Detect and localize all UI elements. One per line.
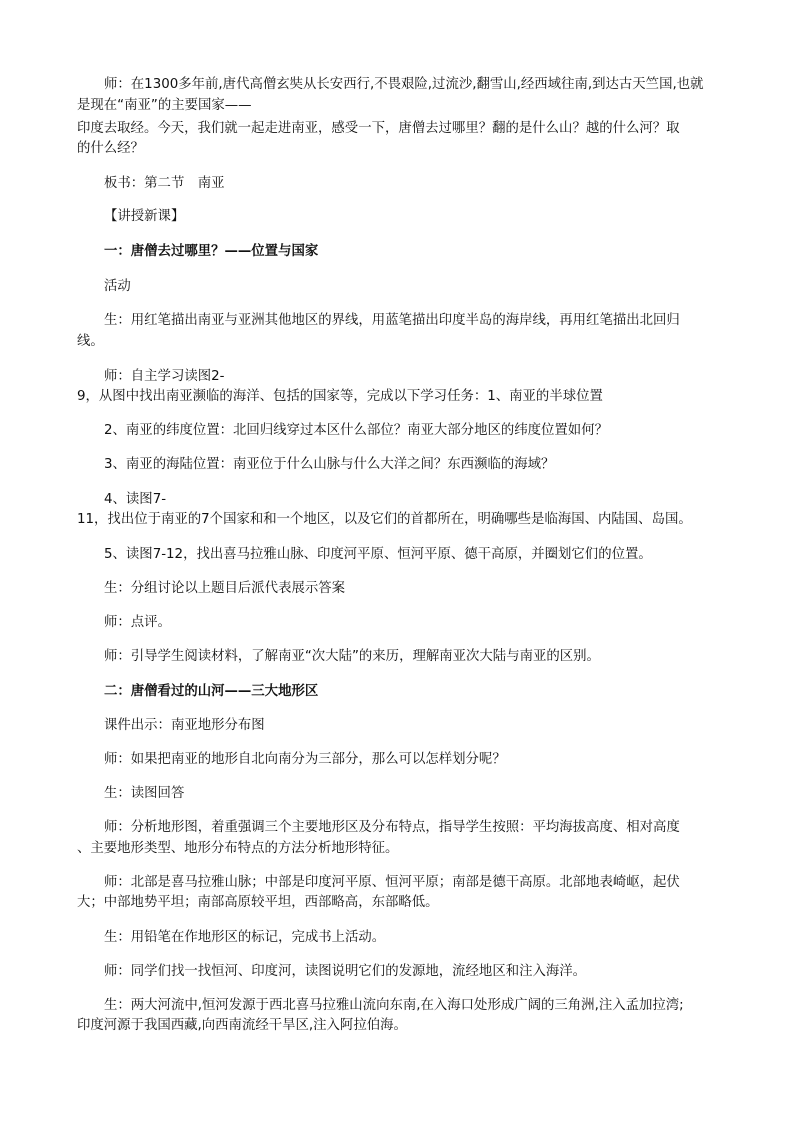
- paragraph-line: 3、南亚的海陆位置：南亚位于什么山脉与什么大洋之间？东西濒临的海域？: [104, 457, 555, 472]
- paragraph-line: 师：点评。: [104, 615, 171, 630]
- paragraph-line: 4、读图7-: [104, 492, 167, 507]
- paragraph-line: 印度河源于我国西藏,向西南流经干旱区,注入阿拉伯海。: [77, 1018, 407, 1033]
- paragraph-line: 大；中部地势平坦；南部高原较平坦，西部略高，东部略低。: [77, 895, 439, 910]
- paragraph-line: 生：用红笔描出南亚与亚洲其他地区的界线，用蓝笔描出印度半岛的海岸线，再用红笔描出北回归: [104, 313, 680, 328]
- paragraph-line: 5、读图7-12，找出喜马拉雅山脉、印度河平原、恒河平原、德干高原，并圈划它们的位置。: [104, 547, 652, 562]
- paragraph-line: 生：两大河流中,恒河发源于西北喜马拉雅山流向东南,在入海口处形成广阔的三角洲,注入孟加拉湾;: [104, 998, 684, 1013]
- paragraph-line: 11，找出位于南亚的7个国家和和一个地区，以及它们的首都所在，明确哪些是临海国、内陆国、岛国。: [77, 512, 692, 527]
- paragraph-line: 2、南亚的纬度位置：北回归线穿过本区什么部位？南亚大部分地区的纬度位置如何？: [104, 423, 608, 438]
- paragraph-line: 、主要地形类型、地形分布特点的方法分析地形特征。: [77, 841, 399, 856]
- paragraph-line: 师：自主学习读图2-: [104, 369, 225, 384]
- paragraph-line: 师：引导学生阅读材料，了解南亚“次大陆”的来历，理解南亚次大陆与南亚的区别。: [104, 649, 600, 664]
- paragraph-line: 活动: [104, 279, 131, 294]
- paragraph-line: 师：同学们找一找恒河、印度河，读图说明它们的发源地，流经地区和注入海洋。: [104, 964, 587, 979]
- paragraph-line: 师：分析地形图，着重强调三个主要地形区及分布特点，指导学生按照：平均海拔高度、相对高度: [104, 820, 680, 835]
- board-title: 板书：第二节 南亚: [104, 176, 225, 191]
- paragraph-line: 课件出示：南亚地形分布图: [104, 718, 265, 733]
- paragraph-line: 印度去取经。今天，我们就一起走进南亚，感受一下，唐僧去过哪里？翻的是什么山？越的什么河？取: [77, 121, 680, 136]
- paragraph-line: 生：读图回答: [104, 786, 185, 801]
- section-heading: 一：唐僧去过哪里？——位置与国家: [104, 244, 319, 259]
- paragraph-line: 的什么经？: [77, 141, 144, 156]
- paragraph-line: 生：用铅笔在作地形区的标记，完成书上活动。: [104, 930, 386, 945]
- section-heading: 二：唐僧看过的山河——三大地形区: [104, 684, 319, 699]
- paragraph-line: 师：如果把南亚的地形自北向南分为三部分，那么可以怎样划分呢？: [104, 752, 506, 767]
- section-label: 【讲授新课】: [104, 209, 185, 224]
- paragraph-line: 是现在“南亚”的主要国家——: [77, 98, 252, 113]
- paragraph-line: 师：北部是喜马拉雅山脉；中部是印度河平原、恒河平原；南部是德干高原。北部地表崎岖，起伏: [104, 875, 680, 890]
- paragraph-line: 生：分组讨论以上题目后派代表展示答案: [104, 581, 346, 596]
- paragraph-line: 线。: [77, 334, 104, 349]
- paragraph-line: 师：在1300多年前,唐代高僧玄奘从长安西行,不畏艰险,过流沙,翻雪山,经西域往南,到达古天竺国,也就: [104, 77, 704, 92]
- paragraph-line: 9，从图中找出南亚濒临的海洋、包括的国家等，完成以下学习任务：1、南亚的半球位置: [77, 389, 603, 404]
